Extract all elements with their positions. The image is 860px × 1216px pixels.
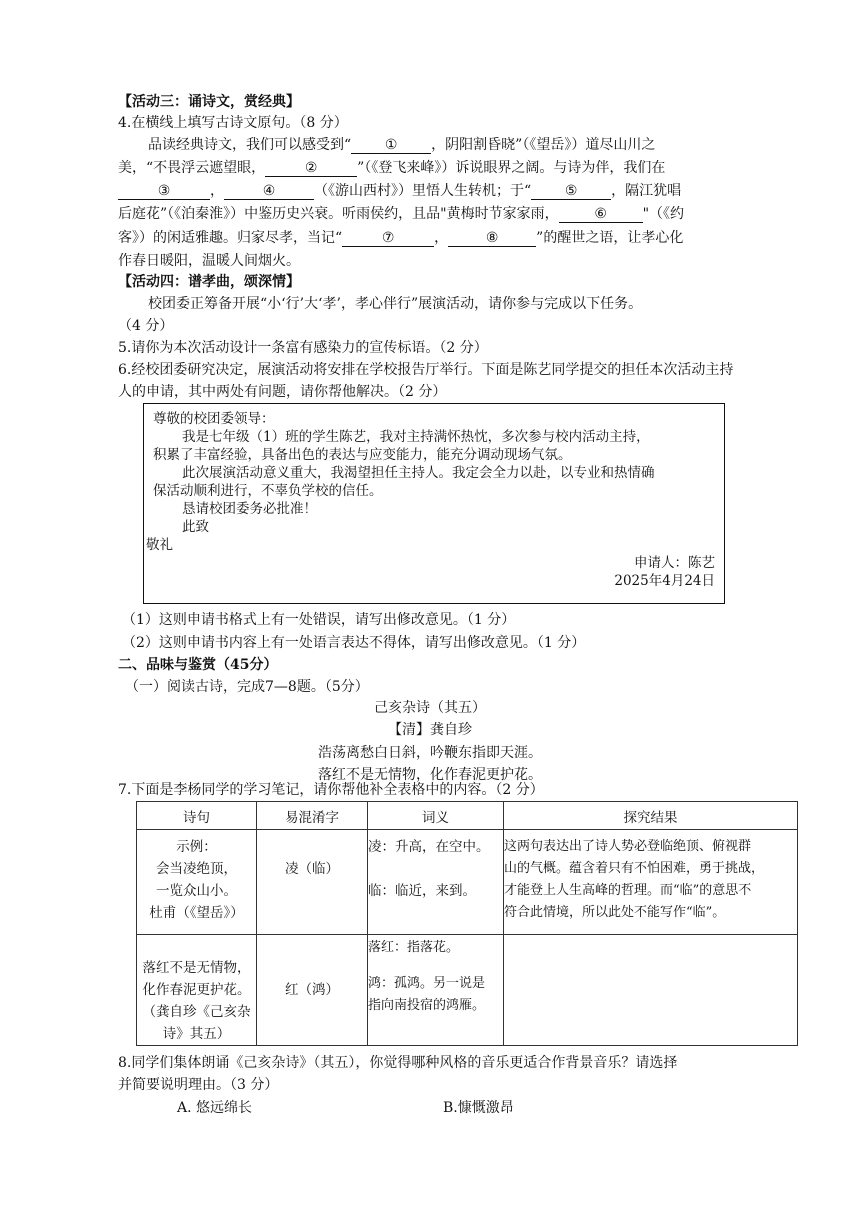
- question-8: 8.同学们集体朗诵《己亥杂诗》（其五），你觉得哪种风格的音乐更适合作背景音乐？请选择: [118, 1055, 678, 1071]
- passage-text: （《游山西村》）里悟人生转机；于“: [314, 183, 532, 199]
- letter-paragraph: 此次展演活动意义重大，我渴望担任主持人。我定会全力以赴，以专业和热情确: [182, 465, 655, 481]
- passage-text: ，隔江犹唱: [611, 183, 682, 199]
- cell-line: 示例：: [176, 839, 217, 855]
- poem-line: 落红不是无情物，化作春泥更护花。: [318, 767, 542, 783]
- blank-3[interactable]: ③: [118, 183, 210, 200]
- cell-line: 符合此情境，所以此处不能写作“临”。: [504, 905, 726, 920]
- poem-line: 浩荡离愁白日斜，吟鞭东指即天涯。: [318, 745, 542, 761]
- table-header: 探究结果: [504, 802, 798, 830]
- cell-line: 鸿：孤鸿。另一说是: [368, 976, 486, 991]
- application-letter: [143, 403, 725, 604]
- blank-2[interactable]: ②: [265, 160, 357, 177]
- poem-author: 【清】龚自珍: [388, 722, 472, 738]
- blank-7[interactable]: ⑦: [342, 230, 434, 247]
- table-row: [137, 830, 798, 935]
- letter-paragraph: 积累了丰富经验，具备出色的表达与应变能力，能充分调动现场气氛。: [153, 447, 572, 463]
- passage-text: ”的醒世之语，让孝心化: [536, 230, 684, 246]
- passage-line-3: [118, 181, 681, 201]
- question-6-part-2: （2）这则申请书内容上有一处语言表达不得体，请写出修改意见。（1 分）: [122, 635, 586, 651]
- poem-title: 己亥杂诗（其五）: [374, 700, 486, 716]
- passage-text: 客》）的闲适雅趣。归家尽孝，当记“: [118, 230, 343, 246]
- passage-text: "（《约: [642, 206, 685, 222]
- blank-4[interactable]: ④: [224, 183, 314, 200]
- passage-line-6: 作春日暖阳，温暖人间烟火。: [118, 253, 300, 269]
- cell-line: 化作春泥更护花。: [142, 982, 251, 998]
- passage-line-5: [118, 228, 683, 248]
- passage-text: 美，“不畏浮云遮望眼，: [118, 160, 266, 176]
- cell-line: 一览众山小。: [156, 883, 237, 899]
- letter-paragraph: 我是七年级（1）班的学生陈艺，我对主持满怀热忱，多次参与校内活动主持，: [182, 429, 650, 445]
- passage-text: ，: [210, 183, 224, 199]
- meaning-cell: [368, 935, 504, 1046]
- chars-cell: 红（鸿）: [257, 935, 368, 1046]
- result-cell: [504, 830, 798, 935]
- poem-cell: [137, 830, 257, 935]
- blank-1[interactable]: ①: [351, 137, 431, 154]
- passage-text: 后庭花”（《泊秦淮》）中鉴历史兴衰。听雨侯约，且品"黄梅时节家家雨，: [118, 206, 559, 222]
- section-2-heading: 二、品味与鉴赏（45分）: [118, 657, 278, 673]
- study-notes-table: [136, 801, 798, 1046]
- passage-text: ，: [434, 230, 449, 246]
- meaning-cell: [368, 830, 504, 935]
- letter-paragraph: 保活动顺利进行，不辜负学校的信任。: [153, 483, 383, 499]
- question-6: 6.经校团委研究决定，展演活动将安排在学校报告厅举行。下面是陈艺同学提交的担任本次活动主持: [118, 362, 734, 378]
- option-a[interactable]: A. 悠远绵长: [177, 1100, 253, 1116]
- cell-line: 才能登上人生高峰的哲理。而“临”的意思不: [504, 883, 752, 898]
- passage-text: ，阴阳割昏晓”（《望岳》）道尽山川之: [431, 137, 656, 153]
- letter-salutation: 尊敬的校团委领导：: [153, 411, 275, 427]
- letter-request: 恳请校团委务必批准！: [182, 501, 317, 517]
- question-6-part-1: （1）这则申请书格式上有一处错误，请写出修改意见。（1 分）: [122, 612, 516, 628]
- question-8-cont: 并简要说明理由。（3 分）: [118, 1077, 279, 1093]
- passage-line-2: [118, 158, 665, 178]
- passage-line-1: [148, 135, 655, 155]
- activity3-heading: 【活动三：诵诗文，赏经典】: [118, 94, 300, 110]
- cell-line: 杜甫（《望岳》）: [149, 905, 244, 921]
- cell-line: 山的气概。蕴含着只有不怕困难，勇于挑战，: [504, 861, 765, 876]
- activity4-intro: 校团委正筹备开展“小‘行’大‘孝’，孝心伴行”展演活动，请你参与完成以下任务。: [148, 296, 643, 312]
- question-4: 4.在横线上填写古诗文原句。（8 分）: [118, 115, 348, 131]
- cell-line: 临：临近，来到。: [368, 883, 476, 899]
- cell-line: 落红：指落花。: [368, 940, 460, 955]
- cell-line: 这两句表达出了诗人势必登临绝顶、俯视群: [504, 839, 752, 854]
- letter-closing: 此致: [182, 519, 209, 535]
- passage-text: ”（《登飞来峰》）诉说眼界之阔。与诗为伴，我们在: [357, 160, 666, 176]
- passage-line-4: [118, 204, 684, 224]
- cell-line: 凌：升高，在空中。: [368, 839, 490, 855]
- question-7: 7.下面是李杨同学的学习笔记，请你帮他补全表格中的内容。（2 分）: [118, 782, 544, 798]
- activity4-heading: 【活动四：谱孝曲，颂深情】: [118, 274, 300, 290]
- section-2-sub: （一）阅读古诗，完成7—8题。（5分）: [125, 679, 369, 695]
- blank-8[interactable]: ⑧: [448, 230, 536, 247]
- cell-line: 诗》其五）: [162, 1026, 231, 1042]
- result-cell-empty[interactable]: [504, 935, 798, 1046]
- letter-signer: 申请人：陈艺: [634, 555, 715, 571]
- table-row: [137, 935, 798, 1046]
- table-header: 诗句: [137, 802, 257, 830]
- question-6-cont: 人的申请，其中两处有问题，请你帮他解决。（2 分）: [118, 384, 447, 400]
- passage-text: 品读经典诗文，我们可以感受到“: [148, 137, 352, 153]
- letter-closing: 敬礼: [146, 537, 173, 553]
- poem-cell: [137, 935, 257, 1046]
- table-header: 词义: [368, 802, 504, 830]
- table-header-row: [137, 802, 798, 830]
- question-5: 5.请你为本次活动设计一条富有感染力的宣传标语。（2 分）: [118, 340, 488, 356]
- option-b[interactable]: B.慷慨激昂: [443, 1100, 514, 1116]
- activity4-intro-score: （4 分）: [118, 318, 174, 334]
- cell-line: 落红不是无情物，: [142, 960, 251, 976]
- table-header: 易混淆字: [257, 802, 368, 830]
- cell-line: 指向南投宿的鸿雁。: [368, 998, 486, 1013]
- blank-6[interactable]: ⑥: [559, 206, 643, 223]
- blank-5[interactable]: ⑤: [531, 183, 611, 200]
- chars-cell: 凌（临）: [257, 830, 368, 935]
- letter-date: 2025年4月24日: [614, 573, 715, 589]
- cell-line: 会当凌绝顶，: [156, 861, 237, 877]
- cell-line: （龚自珍《己亥杂: [142, 1004, 251, 1020]
